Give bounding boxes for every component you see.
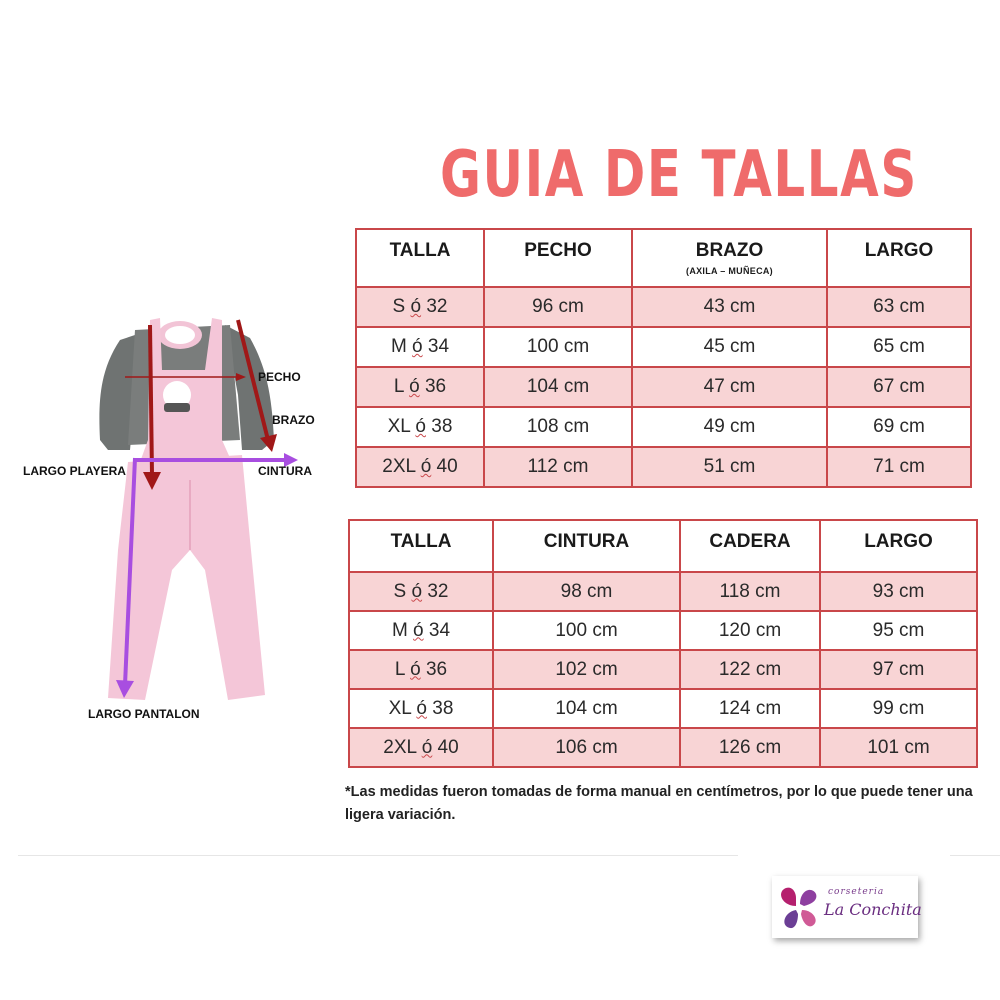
header-brazo-sub: (AXILA – MUÑECA)	[686, 266, 773, 276]
talla-or: ó	[420, 456, 432, 477]
header-brazo	[632, 229, 827, 287]
measurement-cell: 101 cm	[820, 728, 977, 767]
talla-number: 36	[424, 376, 447, 397]
overall-illustration	[0, 300, 340, 740]
talla-cell	[356, 327, 484, 367]
measurement-cell: 100 cm	[493, 611, 680, 650]
header-talla: TALLA	[356, 229, 484, 287]
measurement-cell: 106 cm	[493, 728, 680, 767]
measurement-cell: 122 cm	[680, 650, 820, 689]
measurement-cell: 43 cm	[632, 287, 827, 327]
measurement-cell: 95 cm	[820, 611, 977, 650]
largo-pantalon-label: LARGO PANTALON	[88, 707, 200, 721]
talla-cell	[349, 572, 493, 611]
talla-number: 36	[425, 658, 448, 680]
talla-cell	[356, 447, 484, 487]
table-row	[356, 367, 971, 407]
measurement-cell: 118 cm	[680, 572, 820, 611]
talla-or: ó	[410, 296, 422, 317]
talla-cell	[349, 611, 493, 650]
talla-or: ó	[412, 336, 423, 357]
talla-letter: L	[394, 658, 405, 680]
talla-or: ó	[416, 697, 427, 719]
talla-letter: S	[393, 580, 407, 602]
measurement-cell: 67 cm	[827, 367, 971, 407]
measurement-cell: 49 cm	[632, 407, 827, 447]
cintura-label: CINTURA	[258, 464, 312, 478]
talla-or: ó	[410, 658, 421, 680]
talla-number: 38	[432, 697, 454, 719]
header-pecho: PECHO	[484, 229, 632, 287]
talla-number: 34	[427, 336, 450, 357]
talla-letter: 2XL	[383, 736, 417, 758]
measurement-cell: 120 cm	[680, 611, 820, 650]
header-largo: LARGO	[827, 229, 971, 287]
measurement-cell: 71 cm	[827, 447, 971, 487]
table-row	[349, 650, 977, 689]
talla-number: 38	[431, 416, 453, 437]
store-logo	[772, 876, 922, 938]
header-largo: LARGO	[820, 520, 977, 572]
measurement-cell: 108 cm	[484, 407, 632, 447]
talla-or: ó	[413, 619, 424, 641]
table-row	[356, 407, 971, 447]
measurement-cell: 104 cm	[493, 689, 680, 728]
measurement-cell: 104 cm	[484, 367, 632, 407]
brazo-label: BRAZO	[272, 413, 315, 427]
table-row	[349, 689, 977, 728]
measurement-cell: 102 cm	[493, 650, 680, 689]
talla-number: 34	[428, 619, 451, 641]
garment-drawing	[0, 300, 340, 740]
pecho-label: PECHO	[258, 370, 301, 384]
talla-or: ó	[421, 736, 433, 758]
table-row	[356, 327, 971, 367]
talla-letter: M	[390, 336, 407, 357]
talla-letter: XL	[387, 416, 411, 437]
table-row	[349, 611, 977, 650]
measurement-cell: 69 cm	[827, 407, 971, 447]
talla-cell	[349, 650, 493, 689]
talla-number: 40	[436, 456, 458, 477]
clover-icon	[772, 876, 828, 938]
table-row	[349, 572, 977, 611]
talla-letter: M	[391, 619, 408, 641]
largo-playera-arrow	[150, 325, 152, 475]
top-size-table	[355, 228, 972, 488]
header-brazo-label: BRAZO	[695, 240, 764, 261]
measurement-cell: 51 cm	[632, 447, 827, 487]
measurement-cell: 97 cm	[820, 650, 977, 689]
talla-number: 32	[427, 580, 449, 602]
measurement-cell: 124 cm	[680, 689, 820, 728]
talla-or: ó	[411, 580, 423, 602]
divider-right	[950, 855, 1000, 856]
divider-left	[18, 855, 738, 856]
measurement-cell: 100 cm	[484, 327, 632, 367]
measurement-cell: 47 cm	[632, 367, 827, 407]
talla-letter: XL	[388, 697, 412, 719]
talla-cell	[349, 689, 493, 728]
talla-or: ó	[409, 376, 420, 397]
table-row	[349, 728, 977, 767]
table-row	[356, 287, 971, 327]
measurement-cell: 96 cm	[484, 287, 632, 327]
measurement-cell: 45 cm	[632, 327, 827, 367]
talla-cell	[356, 407, 484, 447]
page-title: GUIA DE TALLAS	[440, 138, 918, 212]
table-row	[356, 447, 971, 487]
talla-number: 40	[437, 736, 459, 758]
talla-letter: 2XL	[382, 456, 416, 477]
talla-cell	[349, 728, 493, 767]
measurement-cell: 112 cm	[484, 447, 632, 487]
measurement-note: *Las medidas fueron tomadas de forma manual en centímetros, por lo que puede tener una ligera variación.	[345, 784, 973, 823]
talla-or: ó	[415, 416, 426, 437]
measurement-cell: 93 cm	[820, 572, 977, 611]
talla-number: 32	[426, 296, 448, 317]
measurement-cell: 65 cm	[827, 327, 971, 367]
measurement-cell: 126 cm	[680, 728, 820, 767]
measurement-cell: 63 cm	[827, 287, 971, 327]
talla-letter: S	[392, 296, 406, 317]
header-talla: TALLA	[349, 520, 493, 572]
measurement-cell: 99 cm	[820, 689, 977, 728]
header-cintura: CINTURA	[493, 520, 680, 572]
bottom-size-table	[348, 519, 978, 768]
header-cadera: CADERA	[680, 520, 820, 572]
talla-letter: L	[393, 376, 404, 397]
logo-tagline: corseteria	[828, 887, 885, 897]
talla-cell	[356, 367, 484, 407]
measurement-cell: 98 cm	[493, 572, 680, 611]
logo-name: La Conchita	[824, 900, 922, 919]
largo-playera-label: LARGO PLAYERA	[23, 464, 126, 478]
talla-cell	[356, 287, 484, 327]
